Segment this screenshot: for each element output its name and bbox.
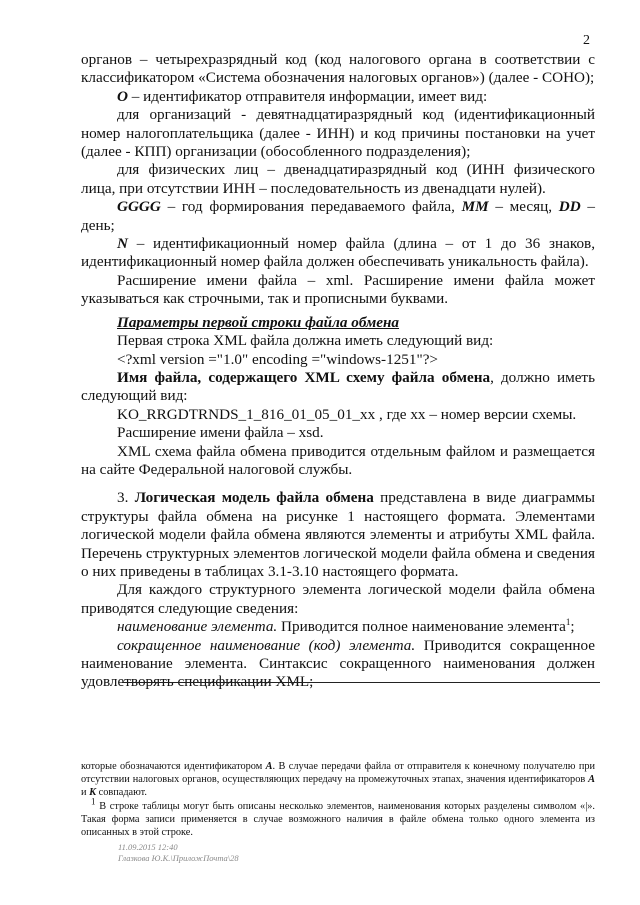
code-gggg: GGGG [117, 198, 161, 216]
schema-filename [81, 406, 595, 424]
text: и [81, 787, 90, 799]
code-mm: MM [461, 198, 489, 216]
section-number: 3. [117, 489, 135, 507]
footnotes [81, 760, 595, 839]
footnote-number: 1 [91, 796, 96, 807]
paragraph-schema-name [81, 369, 595, 406]
text: – месяц, [488, 198, 559, 216]
text: органов – четырехразрядный код (код налогового органа в соответствии с классификатором «Система обозначения налоговых органов») (далее - СОНО); [81, 51, 595, 87]
code-dd: DD [558, 198, 581, 216]
bold-text: Имя файла, содержащего XML схему файла обмена [117, 368, 491, 386]
paragraph-schema-publication [81, 443, 595, 480]
paragraph-extension-xsd [81, 424, 595, 442]
text: ; [570, 618, 575, 636]
text: – год формирования передаваемого файла, [160, 198, 462, 216]
code-n: N [117, 235, 128, 253]
bold-text: Логическая модель файла обмена [134, 489, 374, 507]
code-k: К [89, 787, 97, 799]
section-heading-first-line [81, 314, 595, 332]
paragraph-extension-xml [81, 272, 595, 309]
text: для физических лиц – двенадцатиразрядный код (ИНН физического лица, при отсутствии ИНН – последовательность из двенадцати нулей). [81, 161, 595, 197]
paragraph-o-identifier [81, 88, 595, 106]
stamp-path: Глазкова Ю.К.\ПриложПочта\28 [118, 852, 239, 863]
heading: Параметры первой строки файла обмена [117, 313, 400, 331]
paragraph-first-line [81, 332, 595, 350]
text: – день; [81, 198, 595, 234]
paragraph-element-name [81, 618, 595, 636]
text: XML схема файла обмена приводится отдельным файлом и размещается на сайте Федеральной налоговой службы. [81, 442, 595, 478]
text: Для каждого структурного элемента логической модели файла обмена приводятся следующие сведения: [81, 581, 595, 617]
paragraph-file-number [81, 235, 595, 272]
text: представлена в виде диаграммы структуры файла обмена на рисунке 1 настоящего формата. Элементами логической модели файла обмена являются элементы и атрибуты XML файла. Перечень структурных элементов логической модели файла обмена и сведения о них приведены в таблицах 3.1-3.10 настоящего формата. [81, 489, 595, 580]
text: Приводится полное наименование элемента [277, 618, 566, 636]
paragraph-element-code [81, 637, 595, 692]
code-a: А [588, 774, 595, 786]
paragraph-element-info [81, 581, 595, 618]
text: – идентификатор отправителя информации, имеет вид: [127, 87, 488, 105]
text: Расширение имени файла – xsd. [117, 424, 324, 442]
text: – идентификационный номер файла (длина – от 1 до 36 знаков, идентификационный номер файла должен обеспечивать уникальность файла). [81, 235, 595, 271]
stamp-date: 11.09.2015 12:40 [118, 842, 178, 852]
paragraph-individuals [81, 161, 595, 198]
page-number: 2 [583, 33, 590, 48]
text: Первая строка XML файла должна иметь следующий вид: [117, 332, 494, 350]
main-text [81, 51, 595, 692]
code-o: О [117, 87, 128, 105]
code-text: <?xml version ="1.0" encoding ="windows-1251"?> [117, 350, 438, 368]
footnote-separator [122, 682, 600, 683]
paragraph-logical-model [81, 489, 595, 581]
text: Расширение имени файла – xml. Расширение имени файла может указываться как строчными, так и прописными буквами. [81, 271, 595, 308]
paragraph-sono [81, 51, 595, 88]
text: , должно иметь следующий вид: [81, 368, 596, 405]
footnote-continuation [81, 760, 595, 800]
text: В строке таблицы могут быть описаны несколько элементов, наименования которых разделены символом «|». Такая форма записи применяется в случае возможного наличия в файле обмена только одного элемента из описанных в этой строке. [81, 800, 595, 839]
print-stamp [118, 842, 239, 863]
italic-text: сокращенное наименование (код) элемента. [117, 636, 416, 654]
text: совпадают. [96, 787, 147, 799]
italic-text: наименование элемента. [117, 618, 278, 636]
text: для организаций - девятнадцатиразрядный код (идентификационный номер налогоплательщика (далее - ИНН) и код причины постановки на учет (далее - КПП) организации (обособленного подразделения); [81, 106, 595, 161]
footnote-1 [81, 796, 595, 840]
text: . В случае передачи файла от отправителя к конечному получателю при отсутствии налоговых органов, осуществляющих передачу на промежуточных этапах, значения идентификаторов [81, 761, 595, 786]
text: KO_RRGDTRNDS_1_816_01_05_01_xx , где хх – номер версии схемы. [117, 405, 577, 423]
xml-declaration [81, 351, 595, 369]
text: Приводится сокращенное наименование элемента. Синтаксис сокращенного наименования должен удовлетворять спецификации XML; [81, 636, 595, 691]
footnote-ref: 1 [565, 617, 571, 628]
code-a: А [265, 761, 273, 772]
paragraph-date-codes [81, 198, 595, 235]
paragraph-organizations [81, 106, 595, 161]
text: которые обозначаются идентификатором [81, 761, 266, 772]
